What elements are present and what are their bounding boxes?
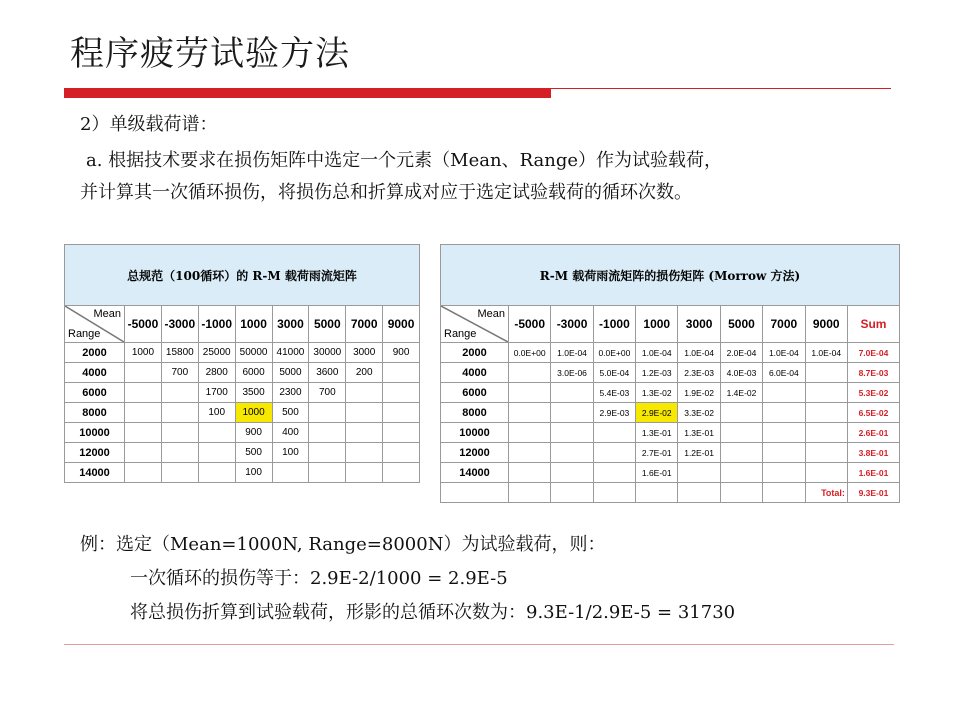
matrix-cell: [720, 403, 762, 423]
paragraph-a-line-1: a. 根据技术要求在损伤矩阵中选定一个元素（Mean、Range）作为试验载荷，: [86, 150, 723, 171]
matrix-cell: 100: [235, 463, 272, 483]
range-row-header: 12000: [65, 443, 125, 463]
row-sum-cell: 8.7E-03: [847, 363, 899, 383]
matrix-cell: [309, 463, 346, 483]
table-row: [441, 443, 900, 463]
range-row-header: 6000: [65, 383, 125, 403]
matrix-cell: 1.2E-03: [636, 363, 678, 383]
matrix-cell: 3000: [346, 343, 383, 363]
matrix-cell: [383, 403, 420, 423]
corner-header-cell: [441, 306, 509, 343]
matrix-cell: 25000: [198, 343, 235, 363]
table-caption: R-M 载荷雨流矩阵的损伤矩阵 (Morrow 方法): [441, 245, 900, 306]
matrix-cell: [763, 443, 805, 463]
row-sum-cell: 1.6E-01: [847, 463, 899, 483]
row-sum-cell: 7.0E-04: [847, 343, 899, 363]
range-axis-label: Range: [68, 328, 101, 340]
matrix-cell: [763, 423, 805, 443]
matrix-cell: [383, 363, 420, 383]
matrix-cell: 2.0E-04: [720, 343, 762, 363]
matrix-cell: [593, 423, 635, 443]
mean-column-header: -1000: [593, 306, 635, 343]
table-row: [441, 343, 900, 363]
matrix-cell: 5.0E-04: [593, 363, 635, 383]
matrix-cell: [805, 463, 847, 483]
mean-column-header: 9000: [383, 306, 420, 343]
selected-test-load-cell: 2.9E-02: [636, 403, 678, 423]
matrix-cell: 200: [346, 363, 383, 383]
table-row: [65, 463, 420, 483]
mean-axis-label: Mean: [477, 308, 505, 320]
matrix-cell: 1.0E-04: [636, 343, 678, 363]
matrix-cell: [720, 463, 762, 483]
matrix-cell: [763, 383, 805, 403]
matrix-cell: 0.0E+00: [509, 343, 551, 363]
matrix-cell: 900: [235, 423, 272, 443]
matrix-cell: [125, 383, 162, 403]
matrix-cell: [346, 403, 383, 423]
matrix-cell: [551, 383, 593, 403]
mean-column-header: 9000: [805, 306, 847, 343]
empty-cell: [720, 483, 762, 503]
matrix-cell: [720, 423, 762, 443]
mean-column-header: 5000: [309, 306, 346, 343]
matrix-cell: [551, 423, 593, 443]
matrix-cell: 4.0E-03: [720, 363, 762, 383]
matrix-cell: 700: [309, 383, 346, 403]
matrix-cell: [125, 403, 162, 423]
row-sum-cell: 6.5E-02: [847, 403, 899, 423]
matrix-cell: 1700: [198, 383, 235, 403]
matrix-cell: 1.3E-02: [636, 383, 678, 403]
empty-cell: [509, 483, 551, 503]
matrix-cell: [198, 443, 235, 463]
matrix-cell: 3500: [235, 383, 272, 403]
table-row: [65, 363, 420, 383]
matrix-cell: [678, 463, 720, 483]
matrix-cell: 1.4E-02: [720, 383, 762, 403]
empty-cell: [678, 483, 720, 503]
selected-test-load-cell: 1000: [235, 403, 272, 423]
matrix-cell: [763, 403, 805, 423]
matrix-cell: [805, 443, 847, 463]
matrix-cell: 5.4E-03: [593, 383, 635, 403]
empty-cell: [551, 483, 593, 503]
matrix-cell: [551, 403, 593, 423]
range-row-header: 14000: [65, 463, 125, 483]
matrix-cell: [161, 403, 198, 423]
row-sum-cell: 2.6E-01: [847, 423, 899, 443]
matrix-cell: 30000: [309, 343, 346, 363]
range-row-header: 10000: [441, 423, 509, 443]
matrix-cell: 1.3E-01: [636, 423, 678, 443]
mean-column-header: -5000: [125, 306, 162, 343]
mean-column-header: 7000: [763, 306, 805, 343]
mean-column-header: -3000: [161, 306, 198, 343]
matrix-cell: [198, 423, 235, 443]
matrix-cell: [509, 443, 551, 463]
matrix-cell: 500: [235, 443, 272, 463]
matrix-cell: 1.9E-02: [678, 383, 720, 403]
mean-column-header: -3000: [551, 306, 593, 343]
example-line-2: 一次循环的损伤等于：2.9E-2/1000 = 2.9E-5: [130, 568, 508, 589]
matrix-cell: 2.7E-01: [636, 443, 678, 463]
mean-column-header: -1000: [198, 306, 235, 343]
matrix-cell: 1000: [125, 343, 162, 363]
sum-column-header: Sum: [847, 306, 899, 343]
matrix-cell: 3600: [309, 363, 346, 383]
empty-cell: [763, 483, 805, 503]
title-accent-line: [551, 88, 891, 89]
matrix-cell: [125, 463, 162, 483]
matrix-cell: [309, 403, 346, 423]
matrix-cell: 2300: [272, 383, 309, 403]
matrix-cell: 1.3E-01: [678, 423, 720, 443]
range-row-header: 4000: [65, 363, 125, 383]
table-row: [65, 443, 420, 463]
matrix-cell: 6.0E-04: [763, 363, 805, 383]
matrix-cell: [309, 443, 346, 463]
matrix-cell: [161, 383, 198, 403]
empty-cell: [441, 483, 509, 503]
matrix-cell: [161, 443, 198, 463]
matrix-cell: 2.9E-03: [593, 403, 635, 423]
table-row: [65, 423, 420, 443]
matrix-cell: [383, 383, 420, 403]
mean-column-header: 3000: [272, 306, 309, 343]
range-row-header: 8000: [65, 403, 125, 423]
table-row: [65, 383, 420, 403]
matrix-cell: [346, 443, 383, 463]
mean-column-header: -5000: [509, 306, 551, 343]
range-row-header: 8000: [441, 403, 509, 423]
matrix-cell: [593, 443, 635, 463]
matrix-cell: 2800: [198, 363, 235, 383]
mean-column-header: 1000: [235, 306, 272, 343]
matrix-cell: [509, 363, 551, 383]
matrix-cell: 3.0E-06: [551, 363, 593, 383]
matrix-cell: [805, 363, 847, 383]
range-axis-label: Range: [444, 328, 477, 340]
matrix-cell: [805, 423, 847, 443]
range-row-header: 14000: [441, 463, 509, 483]
matrix-cell: 900: [383, 343, 420, 363]
matrix-cell: 1.6E-01: [636, 463, 678, 483]
corner-header-cell: [65, 306, 125, 343]
matrix-cell: [720, 443, 762, 463]
matrix-cell: 100: [198, 403, 235, 423]
matrix-cell: [346, 463, 383, 483]
mean-axis-label: Mean: [93, 308, 121, 320]
matrix-cell: [383, 423, 420, 443]
table-row: [441, 363, 900, 383]
matrix-cell: 15800: [161, 343, 198, 363]
damage-matrix-table: [440, 244, 900, 503]
empty-cell: [636, 483, 678, 503]
matrix-cell: [125, 443, 162, 463]
table-row: [441, 403, 900, 423]
mean-column-header: 5000: [720, 306, 762, 343]
header-row: [65, 306, 420, 343]
matrix-cell: [805, 403, 847, 423]
matrix-cell: 1.0E-04: [805, 343, 847, 363]
total-value: 9.3E-01: [847, 483, 899, 503]
matrix-cell: 400: [272, 423, 309, 443]
table-row: [441, 423, 900, 443]
matrix-cell: [805, 383, 847, 403]
matrix-cell: [272, 463, 309, 483]
range-row-header: 6000: [441, 383, 509, 403]
section-subtitle: 2）单级载荷谱：: [80, 114, 218, 135]
matrix-cell: 5000: [272, 363, 309, 383]
matrix-cell: [346, 423, 383, 443]
total-label: Total:: [805, 483, 847, 503]
matrix-cell: [551, 443, 593, 463]
table-row: [441, 463, 900, 483]
row-sum-cell: 5.3E-02: [847, 383, 899, 403]
matrix-cell: [509, 403, 551, 423]
matrix-cell: [198, 463, 235, 483]
matrix-cell: 50000: [235, 343, 272, 363]
table-row: [65, 343, 420, 363]
range-row-header: 2000: [441, 343, 509, 363]
slide-title: 程序疲劳试验方法: [70, 34, 350, 74]
matrix-cell: [125, 363, 162, 383]
matrix-cell: [309, 423, 346, 443]
total-row: [441, 483, 900, 503]
matrix-cell: 1.0E-04: [678, 343, 720, 363]
matrix-cell: [509, 383, 551, 403]
range-row-header: 2000: [65, 343, 125, 363]
matrix-cell: 0.0E+00: [593, 343, 635, 363]
empty-cell: [593, 483, 635, 503]
table-row: [65, 403, 420, 423]
matrix-cell: [125, 423, 162, 443]
matrix-cell: 1.0E-04: [763, 343, 805, 363]
matrix-cell: 6000: [235, 363, 272, 383]
caption-row: [441, 245, 900, 306]
range-row-header: 4000: [441, 363, 509, 383]
table-caption: 总规范（100循环）的 R-M 载荷雨流矩阵: [65, 245, 420, 306]
matrix-cell: [509, 463, 551, 483]
matrix-cell: [509, 423, 551, 443]
table-row: [441, 383, 900, 403]
header-row: [441, 306, 900, 343]
range-row-header: 12000: [441, 443, 509, 463]
footer-divider: [64, 644, 894, 645]
title-accent-bar: [64, 88, 551, 98]
matrix-cell: 700: [161, 363, 198, 383]
range-row-header: 10000: [65, 423, 125, 443]
matrix-cell: 2.3E-03: [678, 363, 720, 383]
caption-row: [65, 245, 420, 306]
matrix-cell: [346, 383, 383, 403]
mean-column-header: 1000: [636, 306, 678, 343]
paragraph-a-line-2: 并计算其一次循环损伤，将损伤总和折算成对应于选定试验载荷的循环次数。: [80, 182, 692, 203]
matrix-cell: 500: [272, 403, 309, 423]
matrix-cell: 41000: [272, 343, 309, 363]
matrix-cell: [161, 423, 198, 443]
example-line-1: 例：选定（Mean=1000N, Range=8000N）为试验载荷，则：: [80, 534, 606, 555]
matrix-cell: 1.2E-01: [678, 443, 720, 463]
example-line-3: 将总损伤折算到试验载荷，形影的总循环次数为：9.3E-1/2.9E-5 = 31730: [130, 602, 736, 623]
mean-column-header: 7000: [346, 306, 383, 343]
matrix-cell: [551, 463, 593, 483]
row-sum-cell: 3.8E-01: [847, 443, 899, 463]
matrix-cell: [161, 463, 198, 483]
mean-column-header: 3000: [678, 306, 720, 343]
matrix-cell: [383, 463, 420, 483]
matrix-cell: 3.3E-02: [678, 403, 720, 423]
matrix-cell: [593, 463, 635, 483]
matrix-cell: [763, 463, 805, 483]
matrix-cell: 100: [272, 443, 309, 463]
rainflow-matrix-table: [64, 244, 420, 483]
matrix-cell: [383, 443, 420, 463]
matrix-cell: 1.0E-04: [551, 343, 593, 363]
